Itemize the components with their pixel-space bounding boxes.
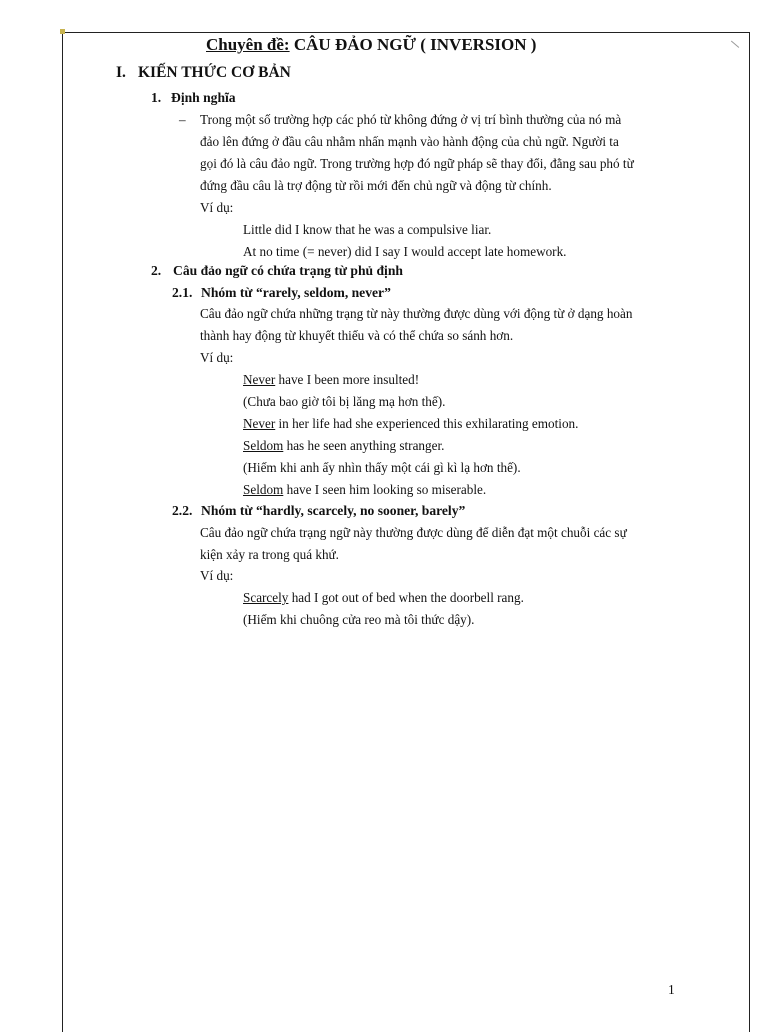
definition-line-2: đảo lên đứng ở đầu câu nhằm nhấn mạnh vào hành động của chủ ngữ. Người ta [200,134,619,149]
example-keyword: Seldom [243,438,284,453]
example-sentence [243,482,486,498]
example-sentence [243,372,419,388]
title-topic-label: Chuyên đề: [206,35,290,54]
definition-line-1: Trong một số trường hợp các phó từ không đứng ở vị trí bình thường của nó mà [200,112,622,127]
sub-2-2-line-1: Câu đảo ngữ chứa trạng ngữ này thường được dùng để diễn đạt một chuỗi các sự [200,525,627,540]
sub-2-2-line-2: kiện xảy ra trong quá khứ. [200,547,339,562]
example-translation: (Chưa bao giờ tôi bị lăng mạ hơn thế). [243,394,446,409]
example-keyword: Seldom [243,482,284,497]
example-rest: has he seen anything stranger. [283,438,445,453]
sub-2-2-number: 2.2. [172,503,193,518]
sub-2-1-number: 2.1. [172,285,193,300]
sub-1-heading: Định nghĩa [171,90,236,105]
bullet-dash: – [179,112,186,127]
example-translation: (Hiếm khi chuông cửa reo mà tôi thức dậy). [243,612,475,627]
sub-2-2-heading: Nhóm từ “hardly, scarcely, no sooner, barely” [201,503,466,518]
example-rest: have I been more insulted! [275,372,420,387]
example-rest: in her life had she experienced this exhilarating emotion. [275,416,579,431]
section-1-number: I. [116,64,126,81]
example-sentence [243,438,444,454]
example-sentence: At no time (= never) did I say I would accept late homework. [243,244,567,259]
section-1-heading: KIẾN THỨC CƠ BẢN [138,64,291,81]
definition-line-4: đứng đầu câu là trợ động từ rồi mới đến chủ ngữ và động từ chính. [200,178,552,193]
sub-2-1-line-1: Câu đảo ngữ chứa những trạng từ này thường được dùng với động từ ở dạng hoàn [200,306,633,321]
sub-2-1-heading: Nhóm từ “rarely, seldom, never” [201,285,391,300]
definition-line-3: gọi đó là câu đảo ngữ. Trong trường hợp đó ngữ pháp sẽ thay đổi, đằng sau phó từ [200,156,634,171]
sub-2-number: 2. [151,263,162,278]
sub-2-1-line-2: thành hay động từ khuyết thiếu và có thể chứa so sánh hơn. [200,328,514,343]
example-label-2: Ví dụ: [200,350,234,365]
example-rest: have I seen him looking so miserable. [283,482,487,497]
example-label-1: Ví dụ: [200,200,234,215]
page-number: 1 [668,982,675,997]
title-topic-text: CÂU ĐẢO NGỮ ( INVERSION ) [293,35,537,54]
sub-2-heading: Câu đảo ngữ có chứa trạng từ phủ định [173,263,403,278]
example-keyword: Never [243,372,276,387]
example-label-3: Ví dụ: [200,568,234,583]
example-sentence: Little did I know that he was a compulsive liar. [243,222,492,237]
page-title [206,37,536,53]
sub-1-number: 1. [151,90,162,105]
example-keyword: Scarcely [243,590,289,605]
example-sentence [243,590,524,606]
example-translation: (Hiếm khi anh ấy nhìn thấy một cái gì kì lạ hơn thế). [243,460,521,475]
example-rest: had I got out of bed when the doorbell rang. [288,590,524,605]
example-keyword: Never [243,416,276,431]
example-sentence [243,416,578,432]
corner-marker [60,29,65,34]
